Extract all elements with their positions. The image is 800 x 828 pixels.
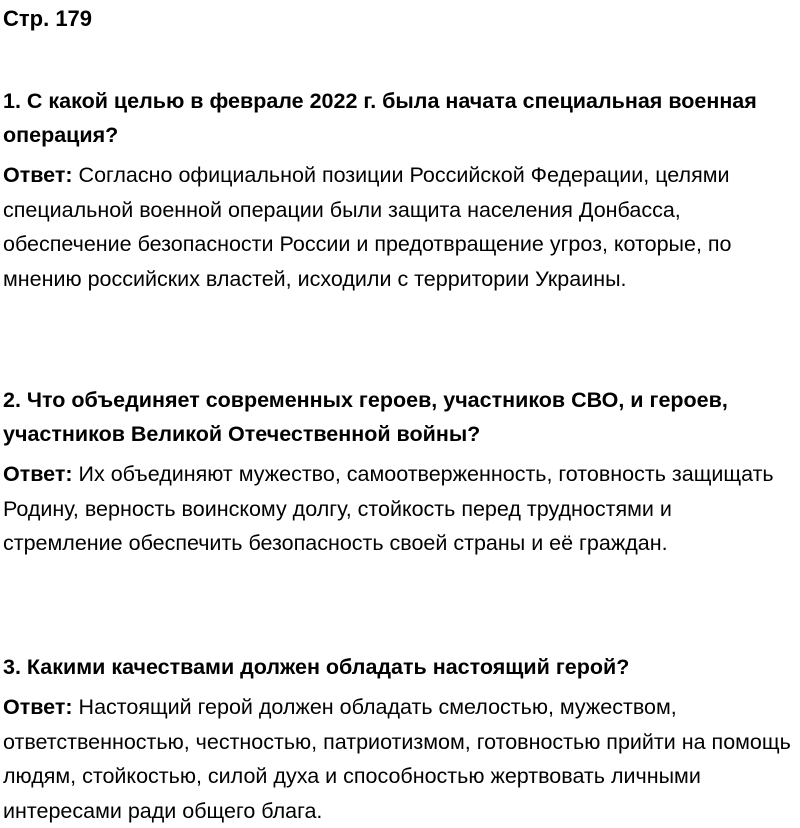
question-1: 1. С какой целью в феврале 2022 г. была начата специальная военная операция? [3,89,757,147]
answer-label: Ответ: [3,695,73,719]
answer-label: Ответ: [3,163,73,187]
answer-1 [3,158,794,296]
question-3: 3. Какими качествами должен обладать настоящий герой? [3,655,630,679]
answer-2 [3,457,794,561]
qa-item-2 [3,383,794,561]
answer-3 [3,690,794,828]
answer-text: Согласно официальной позиции Российской Федерации, целями специальной военной операции были защита населения Донбасса, обеспечение безопасности России и предотвращение угроз, которые, по мнению российских властей, исходили с территории Украины. [3,163,732,291]
qa-item-3 [3,650,794,828]
qa-item-1 [3,84,794,296]
answer-text: Их объединяют мужество, самоотверженность, готовность защищать Родину, верность воинскому долгу, стойкость перед трудностями и стремление обеспечить безопасность своей страны и её граждан. [3,462,774,555]
answer-text: Настоящий герой должен обладать смелостью, мужеством, ответственностью, честностью, патриотизмом, готовностью прийти на помощь людям, стойкостью, силой духа и способностью жертвовать личными интересами ради общего блага. [3,695,791,823]
answer-label: Ответ: [3,462,73,486]
question-2: 2. Что объединяет современных героев, участников СВО, и героев, участников Великой Отечественной войны? [3,388,728,446]
page-number: Стр. 179 [3,6,93,31]
